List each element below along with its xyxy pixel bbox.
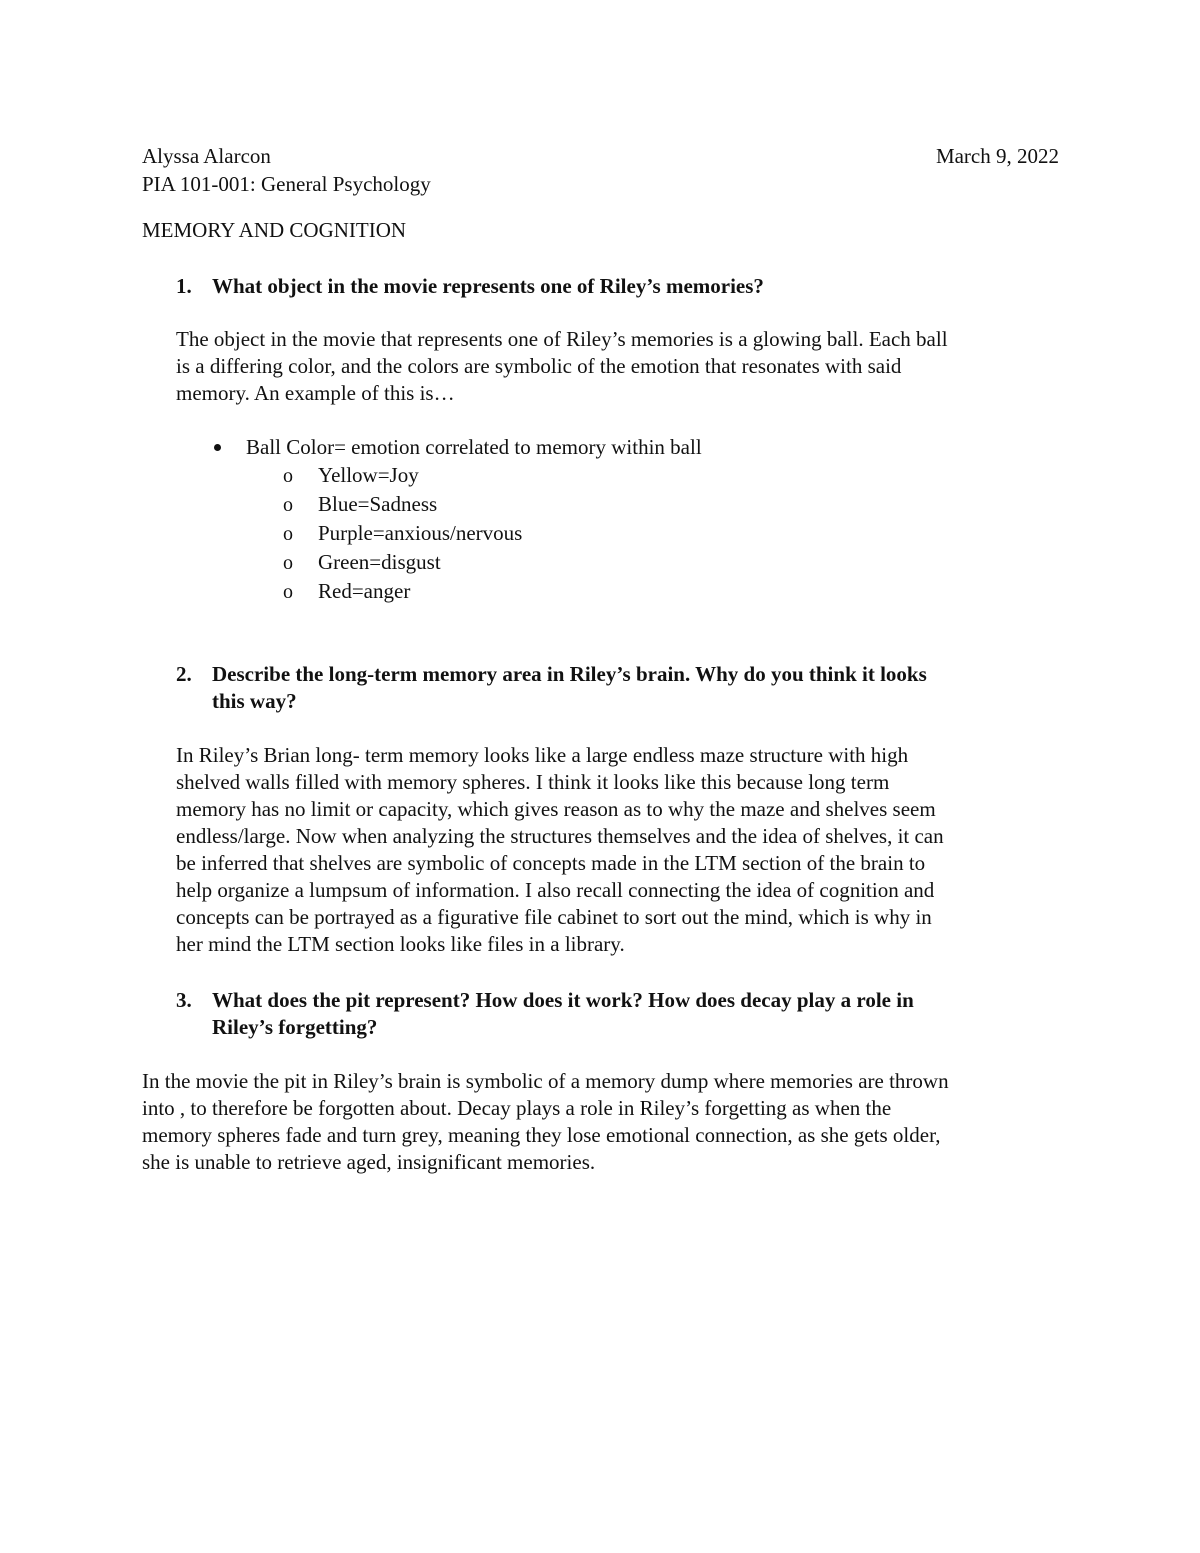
answer-line: be inferred that shelves are symbolic of concepts made in the LTM section of the brain to [176,851,926,875]
sub-item-blue: Blue=Sadness [318,492,438,516]
sub-item-green: Green=disgust [318,550,441,574]
course-title: PIA 101-001: General Psychology [142,172,431,196]
answer-line: In the movie the pit in Riley’s brain is symbolic of a memory dump where memories are thrown [142,1069,949,1093]
sub-bullet-marker: o [283,494,293,516]
question-text [212,661,927,715]
sub-bullet-marker: o [283,523,293,545]
question-line: Describe the long-term memory area in Riley’s brain. Why do you think it looks [212,662,927,686]
question-number: 3. [176,988,192,1012]
question-number: 2. [176,662,192,686]
sub-bullet-marker: o [283,465,293,487]
sub-bullet-marker: o [283,552,293,574]
answer-line: into , to therefore be forgotten about. Decay plays a role in Riley’s forgetting as when the [142,1096,892,1120]
answer-2-paragraph [176,742,944,958]
question-line: Riley’s forgetting? [212,1015,378,1039]
answer-line: help organize a lumpsum of information. I also recall connecting the idea of cognition and [176,878,935,902]
answer-line: shelved walls filled with memory spheres. I think it looks like this because long term [176,770,890,794]
document-date: March 9, 2022 [935,144,1059,168]
sub-item-red: Red=anger [318,579,411,603]
author-name: Alyssa Alarcon [142,144,271,168]
sub-bullet-marker: o [283,581,293,603]
question-text [212,987,914,1041]
answer-line: she is unable to retrieve aged, insignificant memories. [142,1150,596,1174]
bullet-item: Ball Color= emotion correlated to memory within ball [246,435,702,459]
answer-line: In Riley’s Brian long- term memory looks like a large endless maze structure with high [176,743,909,767]
sub-item-purple: Purple=anxious/nervous [318,521,523,545]
answer-line: is a differing color, and the colors are symbolic of the emotion that resonates with said [176,354,902,378]
answer-line: memory has no limit or capacity, which gives reason as to why the maze and shelves seem [176,797,936,821]
answer-1-paragraph [176,326,948,407]
question-line: What object in the movie represents one of Riley’s memories? [212,274,764,298]
sub-item-yellow: Yellow=Joy [318,463,419,487]
answer-3-paragraph [142,1068,949,1176]
bullet-icon [214,444,221,451]
answer-line: The object in the movie that represents one of Riley’s memories is a glowing ball. Each ball [176,327,948,351]
question-line: What does the pit represent? How does it work? How does decay play a role in [212,988,914,1012]
answer-line: memory spheres fade and turn grey, meaning they lose emotional connection, as she gets older, [142,1123,941,1147]
answer-line: endless/large. Now when analyzing the structures themselves and the idea of shelves, it can [176,824,944,848]
question-text [212,273,764,300]
answer-line: memory. An example of this is… [176,381,455,405]
section-title: MEMORY AND COGNITION [142,218,407,242]
answer-line: her mind the LTM section looks like files in a library. [176,932,625,956]
question-number: 1. [176,274,192,298]
answer-line: concepts can be portrayed as a figurative file cabinet to sort out the mind, which is why in [176,905,932,929]
question-line: this way? [212,689,297,713]
